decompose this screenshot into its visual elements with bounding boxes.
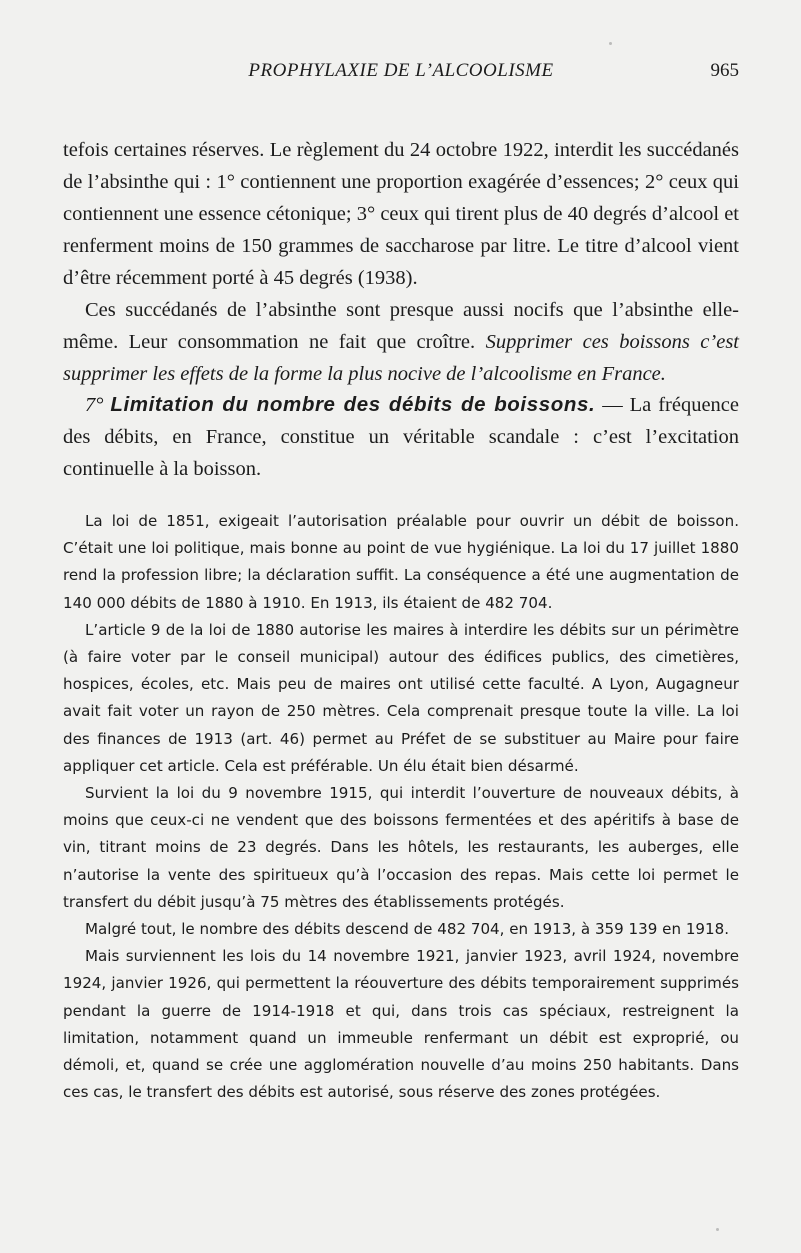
- section-7-paragraph: [63, 389, 739, 485]
- paragraph-text: Ces succédanés de l’absinthe sont presque aussi nocifs que l’absinthe elle-même. Leur consommation ne fait que croître.: [63, 299, 739, 353]
- paragraph-article-9: L’article 9 de la loi de 1880 autorise les maires à interdire les débits sur un périmètre (à faire voter par le conseil municipal) autour des édifices publics, des cimetières, hospices, écoles, etc. Mais peu de maires ont utilisé cette faculté. A Lyon, Augagneur avait fait voter un rayon de 250 mètres. Cela comprenait presque toute la ville. La loi des finances de 1913 (art. 46) permet au Préfet de se substituer au Maire pour faire appliquer cet article. Cela est préférable. Un élu était bien désarmé.: [63, 620, 739, 775]
- section-7-block: [63, 389, 739, 485]
- paragraph-absinthe-substitutes: [63, 294, 739, 390]
- main-text-block: [63, 134, 739, 390]
- page-header: [63, 60, 739, 86]
- paragraph-law-1851: La loi de 1851, exigeait l’autorisation préalable pour ouvrir un débit de boisson. C’était une loi politique, mais bonne au point de vue hygiénique. La loi du 17 juillet 1880 rend la profession libre; la déclaration suffit. La conséquence a été une augmentation de 140 000 débits de 1880 à 1910. En 1913, ils étaient de 482 704.: [63, 512, 739, 612]
- section-heading: Limitation du nombre des débits de boissons.: [110, 393, 596, 416]
- paragraph-later-laws: Mais surviennent les lois du 14 novembre 1921, janvier 1923, avril 1924, novembre 1924, janvier 1926, qui permettent la réouverture des débits temporairement supprimés pendant la guerre de 1914-1918 et qui, dans trois cas spéciaux, restreignent la limitation, notamment quand un immeuble renfermant un débit est exproprié, ou démoli, et, quand se crée une agglomération nouvelle d’au moins 250 habitants. Dans ces cas, le transfert des débits est autorisé, sous réserve des zones protégées.: [63, 947, 739, 1102]
- emphasis-text: Supprimer ces boissons c’est supprimer les effets de la forme la plus nocive de l’alcoolisme en France.: [63, 331, 739, 385]
- paragraph-absinthe-regulation: tefois certaines réserves. Le règlement du 24 octobre 1922, interdit les succédanés de l’absinthe qui : 1° contiennent une proportion exagérée d’essences; 2° ceux qui contiennent une essence cétonique; 3° ceux qui tirent plus de 40 degrés d’alcool et renferment moins de 150 grammes de saccharose par litre. Le titre d’alcool vient d’être récemment porté à 45 degrés (1938).: [63, 139, 739, 289]
- paper-speck: [716, 1228, 719, 1231]
- section-number: 7°: [85, 394, 104, 416]
- page-number: 965: [710, 60, 739, 81]
- small-print-block: [63, 508, 739, 1106]
- section-intro-text: — La fréquence des débits, en France, constitue un véritable scandale : c’est l’excitation continuelle à la boisson.: [63, 394, 740, 480]
- paper-speck: [609, 42, 612, 45]
- running-title: PROPHYLAXIE DE L’ALCOOLISME: [248, 60, 554, 81]
- paragraph-law-1915: Survient la loi du 9 novembre 1915, qui interdit l’ouverture de nouveaux débits, à moins que ceux-ci ne vendent que des boissons fermentées et des apéritifs à base de vin, titrant moins de 23 degrés. Dans les hôtels, les restaurants, les auberges, elle n’autorise la vente des spiritueux qu’à l’occasion des repas. Mais cette loi permet le transfert du débit jusqu’à 75 mètres des établissements protégés.: [63, 784, 739, 911]
- paragraph-number-decline: Malgré tout, le nombre des débits descend de 482 704, en 1913, à 359 139 en 1918.: [85, 920, 730, 939]
